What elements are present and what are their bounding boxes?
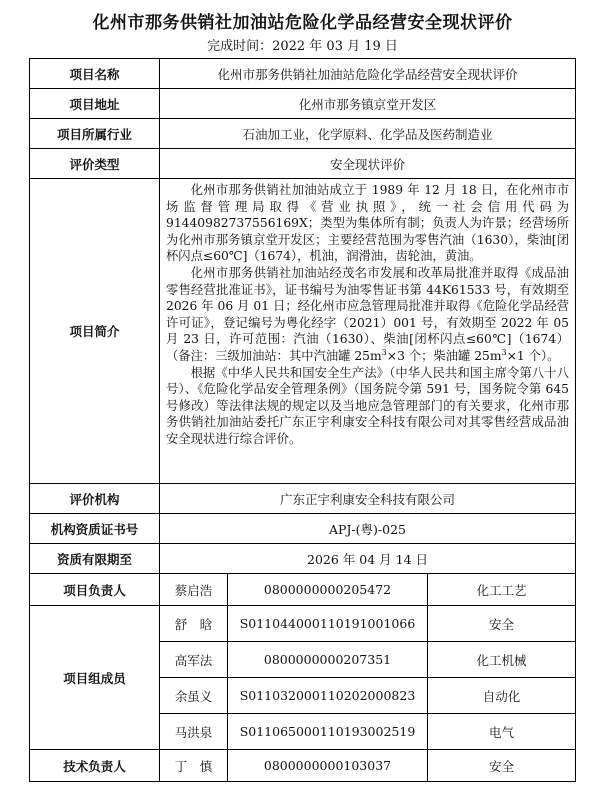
agency-value: 广东正宇利康安全科技有限公司 [160, 484, 576, 514]
row-tech [30, 750, 576, 782]
member-id: S011032000110202000823 [228, 678, 428, 714]
member-field: 化工机械 [428, 642, 576, 678]
eval-type-value: 安全现状评价 [160, 149, 576, 179]
row-project-name [30, 59, 576, 89]
completion-date: 完成时间：2022 年 03 月 19 日 [207, 39, 398, 54]
intro-paragraph-1: 化州市那务供销社加油站成立于 1989 年 12 月 18 日，在化州市市场监督管理局取得《营业执照》，统一社会信用代码为 91440982737556169X；类型为集体所有制；负责人为许景；经营场所为化州市那务镇京堂开发区；主要经营范围为零售汽油（1630），柴油[闭杯闪点≤60℃]（1674），机油，润滑油，齿轮油，黄油。 [166, 183, 570, 264]
member-id: S011065000110193002519 [228, 714, 428, 750]
member-name: 余虽义 [160, 678, 228, 714]
industry-label: 项目所属行业 [30, 119, 160, 149]
eval-type-label: 评价类型 [30, 149, 160, 179]
intro-p2-text: 化州市那务供销社加油站经茂名市发展和改革局批准并取得《成品油零售经营批准证书》，证书编号为油零售证书第 44K61533 号，有效期至 2026 年 06 月 01 日；经化州市应急管理局批准并取得《危险化学品经营许可证》，登记编号为粤化经字（2021）001 号，有效期至 2022 年 05 月 23 日，许可范围：汽油（1630）、柴油[闭杯闪点≤60℃]（1674）（备注：三级加油站：其中汽油罐 25m [166, 265, 570, 363]
project-address-label: 项目地址 [30, 89, 160, 119]
superscript-3: 3 [501, 347, 507, 357]
tech-id: 0800000000103037 [228, 750, 428, 782]
member-field: 自动化 [428, 678, 576, 714]
tech-name: 丁 慎 [160, 750, 228, 782]
validity-label: 资质有限期至 [30, 544, 160, 574]
intro-p2-end: ×1 个）。 [506, 348, 560, 363]
cert-label: 机构资质证书号 [30, 514, 160, 544]
leader-field: 化工工艺 [428, 574, 576, 606]
project-name-value: 化州市那务供销社加油站危险化学品经营安全现状评价 [160, 59, 576, 89]
row-member [30, 606, 576, 642]
intro-p2-mid: ×3 个；柴油罐 25m [386, 348, 502, 363]
row-leader [30, 574, 576, 606]
leader-label: 项目负责人 [30, 574, 160, 606]
project-address-value: 化州市那务镇京堂开发区 [160, 89, 576, 119]
member-name: 高军法 [160, 642, 228, 678]
tech-field: 安全 [428, 750, 576, 782]
row-cert [30, 514, 576, 544]
leader-id: 0800000000205472 [228, 574, 428, 606]
intro-paragraph-2 [166, 265, 569, 365]
tech-label: 技术负责人 [30, 750, 160, 782]
project-name-label: 项目名称 [30, 59, 160, 89]
row-intro [30, 179, 576, 484]
evaluation-info-table [29, 58, 576, 782]
leader-name: 蔡启浩 [160, 574, 228, 606]
row-project-address [30, 89, 576, 119]
member-id: 0800000000207351 [228, 642, 428, 678]
row-industry [30, 119, 576, 149]
row-eval-type [30, 149, 576, 179]
industry-value: 石油加工业，化学原料、化学品及医药制造业 [160, 119, 576, 149]
member-field: 安全 [428, 606, 576, 642]
row-agency [30, 484, 576, 514]
agency-label: 评价机构 [30, 484, 160, 514]
document-title: 化州市那务供销社加油站危险化学品经营安全现状评价 [92, 13, 513, 33]
members-label: 项目组成员 [30, 606, 160, 750]
intro-label: 项目简介 [30, 179, 160, 484]
validity-value: 2026 年 04 月 14 日 [160, 544, 576, 574]
cert-value: APJ-(粤)-025 [160, 514, 576, 544]
member-id: S011044000110191001066 [228, 606, 428, 642]
superscript-3: 3 [381, 347, 387, 357]
member-name: 舒 晗 [160, 606, 228, 642]
member-name: 马洪泉 [160, 714, 228, 750]
member-field: 电气 [428, 714, 576, 750]
intro-paragraph-3: 根据《中华人民共和国安全生产法》（中华人民共和国主席令第八十八号）、《危险化学品安全管理条例》（国务院令第 591 号，国务院令第 645 号修改）等法律法规的规定以及当地应急管理部门的有关要求，化州市那务供销社加油站委托广东正宇利康安全科技有限公司对其零售经营成品油安全现状进行综合评价。 [166, 365, 570, 446]
row-validity [30, 544, 576, 574]
intro-text [160, 179, 576, 484]
